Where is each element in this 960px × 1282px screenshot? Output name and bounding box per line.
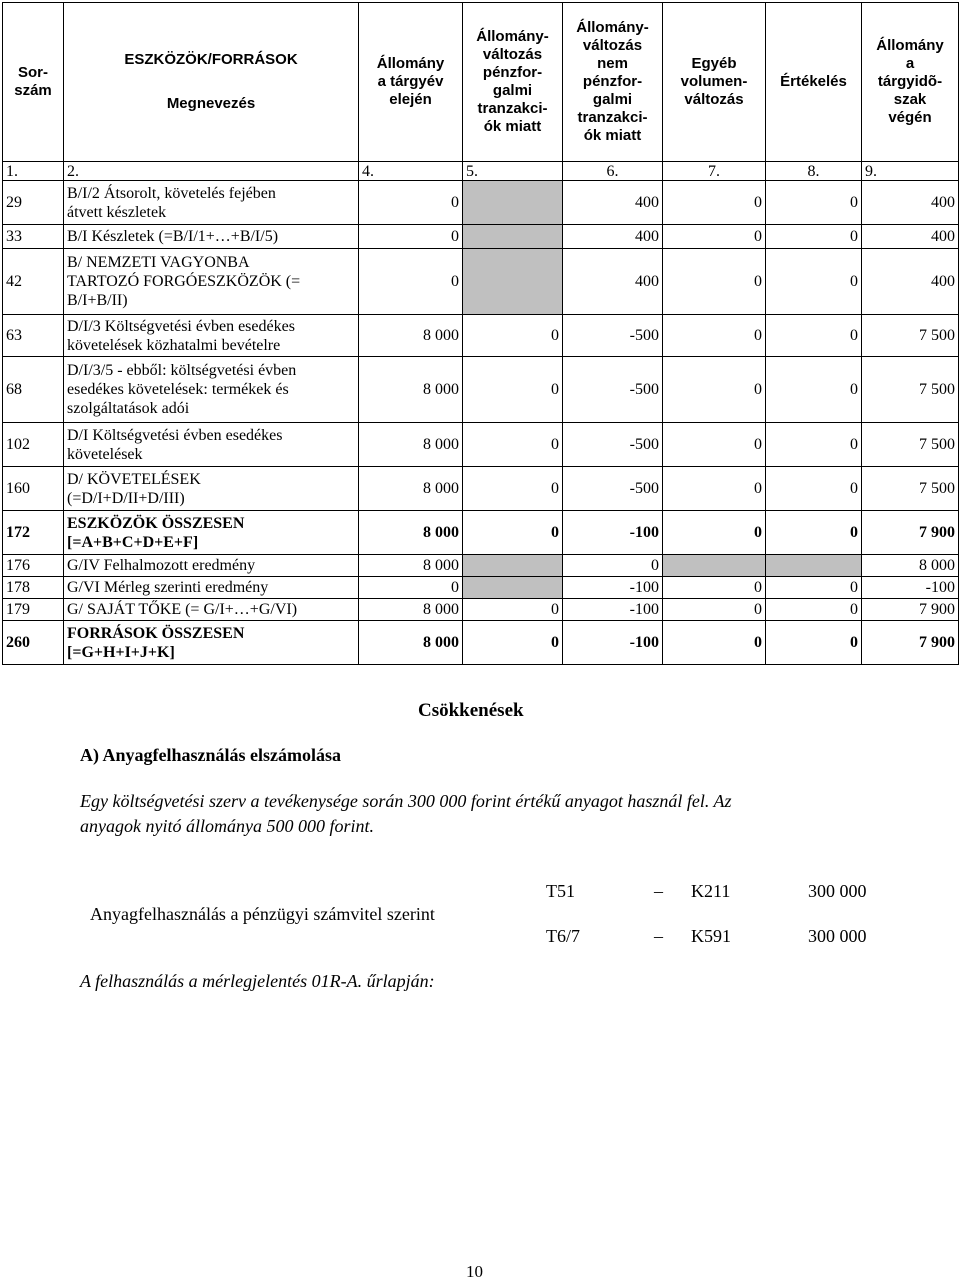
table-row (3, 249, 959, 315)
row-number: 33 (3, 225, 64, 249)
row-name: ESZKÖZÖK ÖSSZESEN [=A+B+C+D+E+F] (64, 511, 359, 555)
table-row (3, 577, 959, 599)
value-cell: 7 500 (862, 315, 959, 357)
value-cell (463, 555, 563, 577)
value-cell: -500 (563, 423, 663, 467)
section-title: Csökkenések (418, 700, 524, 721)
value-cell: 8 000 (359, 621, 463, 665)
value-cell: 0 (766, 357, 862, 423)
value-cell: 400 (563, 225, 663, 249)
row-name: D/I/3 Költségvetési évben esedékes követelések közhatalmi bevételre (64, 315, 359, 357)
value-cell: -500 (563, 357, 663, 423)
booking-amount: 300 000 (808, 926, 867, 946)
value-cell: 0 (766, 423, 862, 467)
table-row (3, 467, 959, 511)
row-name: G/IV Felhalmozott eredmény (64, 555, 359, 577)
value-cell: 0 (663, 577, 766, 599)
value-cell: 0 (359, 225, 463, 249)
value-cell: 0 (359, 181, 463, 225)
index-cell: 2. (64, 162, 359, 181)
eszkozok-forrasok-label: ESZKÖZÖK/FORRÁSOK (124, 51, 298, 68)
value-cell: 0 (463, 357, 563, 423)
footer-text: A felhasználás a mérlegjelentés 01R-A. űrlapján: (80, 971, 435, 991)
value-cell (463, 577, 563, 599)
value-cell: 8 000 (359, 555, 463, 577)
col-sorszam-header (3, 3, 64, 162)
paragraph-line-1: Egy költségvetési szerv a tevékenysége során 300 000 forint értékű anyagot használ fel. Az (80, 791, 732, 811)
value-cell: 0 (766, 315, 862, 357)
row-name: G/VI Mérleg szerinti eredmény (64, 577, 359, 599)
row-number: 102 (3, 423, 64, 467)
value-cell: -500 (563, 315, 663, 357)
table-row (3, 621, 959, 665)
megnevezes-label: Megnevezés (166, 95, 256, 112)
col-egyeb-volumen-header: Egyéb volumen- változás (663, 3, 766, 162)
balance-table (2, 2, 959, 665)
page-number: 10 (466, 1262, 483, 1281)
table-row (3, 225, 959, 249)
row-name: G/ SAJÁT TŐKE (= G/I+…+G/VI) (64, 599, 359, 621)
value-cell: -100 (563, 577, 663, 599)
row-number: 29 (3, 181, 64, 225)
value-cell: 400 (862, 249, 959, 315)
col-penzforgalmi-header: Állomány- változás pénzfor- galmi tranzakci- ók miatt (463, 3, 563, 162)
value-cell: -500 (563, 467, 663, 511)
value-cell: 0 (663, 181, 766, 225)
value-cell: 0 (463, 423, 563, 467)
booking-dash: – (654, 881, 663, 901)
value-cell: 0 (766, 621, 862, 665)
value-cell (463, 249, 563, 315)
index-cell: 9. (862, 162, 959, 181)
value-cell: 0 (463, 315, 563, 357)
value-cell: 0 (463, 467, 563, 511)
value-cell: 7 900 (862, 621, 959, 665)
value-cell: 8 000 (359, 467, 463, 511)
index-cell: 8. (766, 162, 862, 181)
row-number: 160 (3, 467, 64, 511)
booking-debit: T6/7 (546, 926, 580, 946)
value-cell: 7 500 (862, 467, 959, 511)
index-cell: 5. (463, 162, 563, 181)
booking-credit: K591 (691, 926, 731, 946)
value-cell: 0 (663, 511, 766, 555)
value-cell: 0 (463, 511, 563, 555)
index-cell: 1. (3, 162, 64, 181)
value-cell: 0 (766, 467, 862, 511)
value-cell: 7 500 (862, 357, 959, 423)
booking-label: Anyagfelhasználás a pénzügyi számvitel szerint (90, 904, 435, 924)
booking-debit: T51 (546, 881, 575, 901)
value-cell: 8 000 (359, 423, 463, 467)
row-number: 63 (3, 315, 64, 357)
table-row (3, 511, 959, 555)
row-number: 178 (3, 577, 64, 599)
paragraph-line-2: anyagok nyitó állománya 500 000 forint. (80, 816, 374, 836)
row-number: 260 (3, 621, 64, 665)
row-name: B/I/2 Átsorolt, követelés fejében átvett készletek (64, 181, 359, 225)
value-cell (766, 555, 862, 577)
value-cell: 0 (663, 621, 766, 665)
booking-dash: – (654, 926, 663, 946)
row-number: 42 (3, 249, 64, 315)
value-cell (463, 181, 563, 225)
col-allomany-vegen-header: Állomány a tárgyidõ- szak végén (862, 3, 959, 162)
value-cell: 0 (766, 577, 862, 599)
value-cell: 400 (563, 181, 663, 225)
col-allomany-eleje-header: Állomány a tárgyév elején (359, 3, 463, 162)
value-cell: 8 000 (862, 555, 959, 577)
value-cell: 0 (463, 599, 563, 621)
col-name-header (64, 3, 359, 162)
header-row (3, 3, 959, 162)
row-name: FORRÁSOK ÖSSZESEN [=G+H+I+J+K] (64, 621, 359, 665)
booking-credit: K211 (691, 881, 731, 901)
value-cell: 400 (563, 249, 663, 315)
value-cell: -100 (563, 621, 663, 665)
value-cell: 0 (663, 599, 766, 621)
value-cell: 0 (663, 423, 766, 467)
row-number: 179 (3, 599, 64, 621)
value-cell: -100 (563, 511, 663, 555)
value-cell: 0 (766, 225, 862, 249)
value-cell: 0 (766, 181, 862, 225)
table-row (3, 599, 959, 621)
table-row (3, 181, 959, 225)
value-cell: 0 (359, 577, 463, 599)
row-name: B/I Készletek (=B/I/1+…+B/I/5) (64, 225, 359, 249)
value-cell (463, 225, 563, 249)
index-cell: 7. (663, 162, 766, 181)
value-cell: 7 900 (862, 599, 959, 621)
row-name: D/ KÖVETELÉSEK (=D/I+D/II+D/III) (64, 467, 359, 511)
row-number: 172 (3, 511, 64, 555)
row-name: D/I/3/5 - ebből: költségvetési évben esedékes követelések: termékek és szolgáltatások adói (64, 357, 359, 423)
booking-amount: 300 000 (808, 881, 867, 901)
value-cell: 0 (359, 249, 463, 315)
value-cell: -100 (862, 577, 959, 599)
row-name: B/ NEMZETI VAGYONBA TARTOZÓ FORGÓESZKÖZÖK (= B/I+B/II) (64, 249, 359, 315)
value-cell: 0 (663, 315, 766, 357)
value-cell: 0 (563, 555, 663, 577)
value-cell: 8 000 (359, 357, 463, 423)
col-ertekeles-header: Értékelés (766, 3, 862, 162)
value-cell: 400 (862, 225, 959, 249)
value-cell: 0 (663, 249, 766, 315)
value-cell: 0 (766, 599, 862, 621)
value-cell: 7 500 (862, 423, 959, 467)
table-row (3, 555, 959, 577)
col-nem-penzforgalmi-header: Állomány- változás nem pénzfor- galmi tranzakci- ók miatt (563, 3, 663, 162)
value-cell: 400 (862, 181, 959, 225)
value-cell: 0 (766, 249, 862, 315)
value-cell (663, 555, 766, 577)
value-cell: 8 000 (359, 315, 463, 357)
index-cell: 4. (359, 162, 463, 181)
table-row (3, 315, 959, 357)
subtitle: A) Anyagfelhasználás elszámolása (80, 745, 341, 765)
value-cell: 0 (463, 621, 563, 665)
column-index-row (3, 162, 959, 181)
value-cell: 0 (766, 511, 862, 555)
value-cell: 0 (663, 225, 766, 249)
index-cell: 6. (563, 162, 663, 181)
value-cell: -100 (563, 599, 663, 621)
value-cell: 7 900 (862, 511, 959, 555)
table-row (3, 357, 959, 423)
row-number: 68 (3, 357, 64, 423)
table-row (3, 423, 959, 467)
value-cell: 0 (663, 357, 766, 423)
row-name: D/I Költségvetési évben esedékes követelések (64, 423, 359, 467)
value-cell: 0 (663, 467, 766, 511)
sorszam-label: Sor- szám (14, 64, 52, 99)
value-cell: 8 000 (359, 511, 463, 555)
value-cell: 8 000 (359, 599, 463, 621)
row-number: 176 (3, 555, 64, 577)
